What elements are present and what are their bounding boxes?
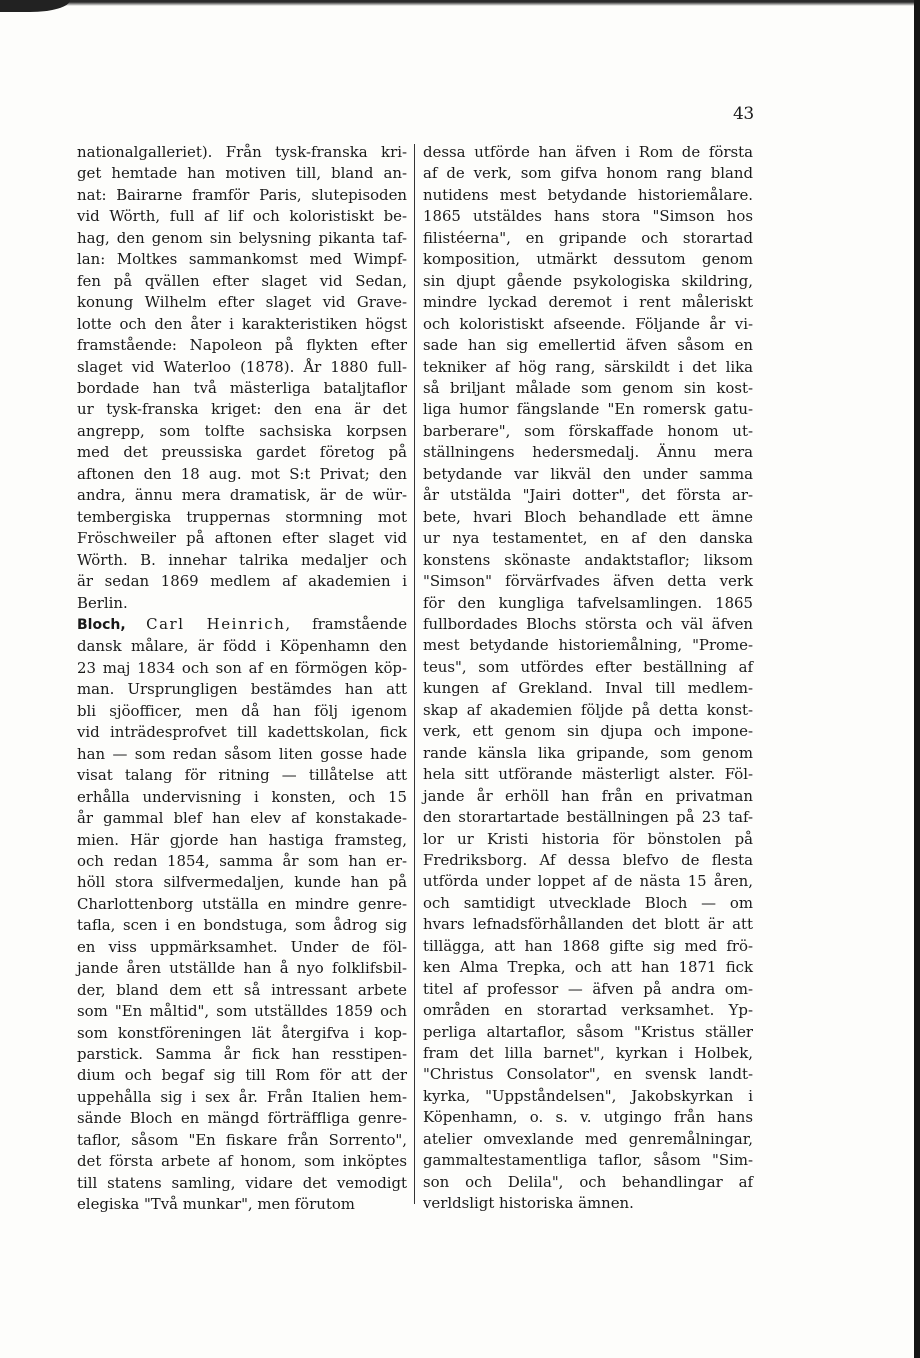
text-line: tillägga, att han 1868 gifte sig med frö- <box>423 936 753 955</box>
text-line: och koloristiskt afseende. Följande år vi- <box>423 314 753 333</box>
text-line: som konstföreningen lät återgifva i kop- <box>77 1023 407 1042</box>
text-line: är sedan 1869 medlem af akademien i <box>77 572 407 591</box>
text-line: kungen af Grekland. Inval till medlem- <box>423 679 753 698</box>
text-line: get hemtade han motiven till, bland an- <box>77 164 407 183</box>
text-line: utförda under loppet af de nästa 15 åren, <box>423 872 753 891</box>
scan-right-edge <box>914 0 920 1358</box>
text-line: fullbordades Blochs största och väl äfven <box>423 614 753 633</box>
text-line: sade han sig emellertid äfven såsom en <box>423 336 753 355</box>
text-line: mien. Här gjorde han hastiga framsteg, <box>77 830 407 849</box>
text-line: bordade han två mästerliga bataljtaflor <box>77 378 407 397</box>
text-line: elegiska "Två munkar", men förutom <box>77 1195 355 1214</box>
text-line: titel af professor — äfven på andra om- <box>423 979 753 998</box>
text-line: konstens skönaste andaktstaflor; liksom <box>423 550 753 569</box>
text-line: år utstälda "Jairi dotter", det första ar- <box>423 486 753 505</box>
text-line: konung Wilhelm efter slaget vid Grave- <box>77 293 407 312</box>
text-line: en viss uppmärksamhet. Under de föl- <box>77 937 407 956</box>
text-line: vid Wörth, full af lif och koloristiskt be- <box>77 207 407 226</box>
text-line: tafla, scen i en bondstuga, som ådrog sig <box>77 916 407 935</box>
text-line: han — som redan såsom liten gosse hade <box>77 744 407 763</box>
text-line: uppehålla sig i sex år. Från Italien hem- <box>77 1087 407 1106</box>
text-line: tembergiska truppernas stormning mot <box>77 507 407 526</box>
text-line: mindre lyckad deremot i rent måleriskt <box>423 293 753 312</box>
text-line: ur nya testamentet, en af den danska <box>423 529 753 548</box>
text-line: aftonen den 18 aug. mot S:t Privat; den <box>77 464 407 483</box>
text-line: skap af akademien följde på detta konst- <box>423 700 753 719</box>
text-line: teus", som utfördes efter beställning af <box>423 657 753 676</box>
text-line: dansk målare, är född i Köpenhamn den <box>77 637 407 656</box>
text-line: rande känsla lika gripande, som genom <box>423 743 753 762</box>
text-line: till statens samling, vidare det vemodigt <box>77 1173 407 1192</box>
text-line: år gammal blef han elev af konstakade- <box>77 809 407 828</box>
text-line: slaget vid Waterloo (1878). År 1880 full- <box>77 357 407 376</box>
text-line: det första arbete af honom, som inköptes <box>77 1152 407 1171</box>
text-line: fram det lilla barnet", kyrkan i Holbek, <box>423 1044 753 1063</box>
text-line: Fröschweiler på aftonen efter slaget vid <box>77 529 407 548</box>
text-line: nationalgalleriet). Från tysk-franska kri- <box>77 143 407 161</box>
text-line: sin djupt gående psykologiska skildring, <box>423 271 753 290</box>
text-line: tekniker af hög rang, särskildt i det lika <box>423 357 753 376</box>
right-column <box>423 142 753 1215</box>
text-line: områden en storartad verksamhet. Yp- <box>423 1001 753 1020</box>
text-line: af de verk, som gifva honom rang bland <box>423 164 753 183</box>
scan-top-edge <box>0 0 920 6</box>
text-line: för den kungliga tafvelsamlingen. 1865 <box>423 593 753 612</box>
text-line: gammaltestamentliga taflor, såsom "Sim- <box>423 1151 753 1170</box>
entry-headword: Bloch, <box>77 616 126 633</box>
text-line: hag, den genom sin belysning pikanta taf- <box>77 228 407 247</box>
text-line: andra, ännu mera dramatisk, är de wür- <box>77 486 407 505</box>
text-line: taflor, såsom "En fiskare från Sorrento", <box>77 1130 407 1149</box>
text-line: nutidens mest betydande historiemålare. <box>423 185 753 204</box>
text-line: dessa utförde han äfven i Rom de första <box>423 143 753 161</box>
text-line: ken Alma Trepka, och att han 1871 fick <box>423 958 753 977</box>
entry-descriptor: framstående <box>312 614 408 633</box>
text-line: och samtidigt utvecklade Bloch — om <box>423 893 753 912</box>
text-line: "Christus Consolator", en svensk landt- <box>423 1065 753 1084</box>
text-line: bete, hvari Bloch behandlade ett ämne <box>423 507 753 526</box>
text-line: Berlin. <box>77 593 128 612</box>
text-line: komposition, utmärkt dessutom genom <box>423 250 753 269</box>
text-line: verk, ett genom sin djupa och impone- <box>423 722 753 741</box>
text-line: barberare", som förskaffade honom ut- <box>423 421 753 440</box>
text-line: betydande var likväl den under samma <box>423 464 753 483</box>
scan-corner-shadow <box>0 0 70 12</box>
entry-heading-line <box>77 614 407 636</box>
text-line: filistéerna", en gripande och storartad <box>423 228 753 247</box>
text-line: Charlottenborg utställa en mindre genre- <box>77 894 407 913</box>
left-column <box>77 142 407 1216</box>
text-line: hvars lefnadsförhållanden det blott är att <box>423 915 753 934</box>
text-line: med det preussiska gardet företog på <box>77 443 407 462</box>
text-line: lor ur Kristi historia för bönstolen på <box>423 829 753 848</box>
text-line: Köpenhamn, o. s. v. utgingo från hans <box>423 1108 753 1127</box>
text-line: ställningens hedersmedalj. Ännu mera <box>423 443 753 462</box>
text-line: ur tysk-franska kriget: den ena är det <box>77 400 407 419</box>
text-line: bli sjöofficer, men då han följ igenom <box>77 701 407 720</box>
text-line: "Simson" förvärfvades äfven detta verk <box>423 572 753 591</box>
text-line: 23 maj 1834 och son af en förmögen köp- <box>77 658 407 677</box>
text-line: höll stora silfvermedaljen, kunde han på <box>77 873 407 892</box>
text-line: verldsligt historiska ämnen. <box>423 1194 634 1213</box>
text-line: atelier omvexlande med genremålningar, <box>423 1129 753 1148</box>
text-line: son och Delila", och behandlingar af <box>423 1172 753 1191</box>
text-line: der, bland dem ett så intressant arbete <box>77 980 407 999</box>
column-divider <box>414 144 415 1204</box>
text-line: liga humor fängslande "En romersk gatu- <box>423 400 753 419</box>
text-line: lotte och den åter i karakteristiken högst <box>77 314 407 333</box>
text-line: och redan 1854, samma år som han er- <box>77 851 407 870</box>
text-line: den storartartade beställningen på 23 taf- <box>423 808 753 827</box>
text-line: kyrka, "Uppståndelsen", Jakobskyrkan i <box>423 1086 753 1105</box>
text-line: framstående: Napoleon på flykten efter <box>77 336 407 355</box>
text-line: nat: Bairarne framför Paris, slutepisoden <box>77 185 407 204</box>
text-line: lan: Moltkes sammankomst med Wimpf- <box>77 250 407 269</box>
text-line: jande åren utställde han å nyo folklifsbil- <box>77 959 407 978</box>
text-line: dium och begaf sig till Rom för att der <box>77 1066 407 1085</box>
text-line: man. Ursprungligen bestämdes han att <box>77 680 407 699</box>
text-line: fen på qvällen efter slaget vid Sedan, <box>77 271 407 290</box>
text-line: perliga altartaflor, såsom "Kristus ställer <box>423 1022 753 1041</box>
text-line: 1865 utstäldes hans stora "Simson hos <box>423 207 753 226</box>
text-line: som "En måltid", som utställdes 1859 och <box>77 1002 407 1021</box>
text-line: Fredriksborg. Af dessa blefvo de flesta <box>423 850 753 869</box>
text-line: så briljant målade som genom sin kost- <box>423 378 753 397</box>
text-line: erhålla undervisning i konsten, och 15 <box>77 787 407 806</box>
page-number: 43 <box>733 104 754 124</box>
text-line: sände Bloch en mängd förträffliga genre- <box>77 1109 407 1128</box>
text-line: visat talang för ritning — tillåtelse att <box>77 766 407 785</box>
text-line: parstick. Samma år fick han resstipen- <box>77 1045 407 1064</box>
text-line: jande år erhöll han från en privatman <box>423 786 753 805</box>
text-line: mest betydande historiemålning, "Prome- <box>423 636 753 655</box>
text-line: angrepp, som tolfte sachsiska korpsen <box>77 421 407 440</box>
text-line: Wörth. B. innehar talrika medaljer och <box>77 550 407 569</box>
entry-full-name: Carl Heinrich, <box>146 614 292 633</box>
text-line: vid inträdesprofvet till kadettskolan, fick <box>77 723 407 742</box>
text-line: hela sitt utförande mästerligt alster. Föl- <box>423 765 753 784</box>
